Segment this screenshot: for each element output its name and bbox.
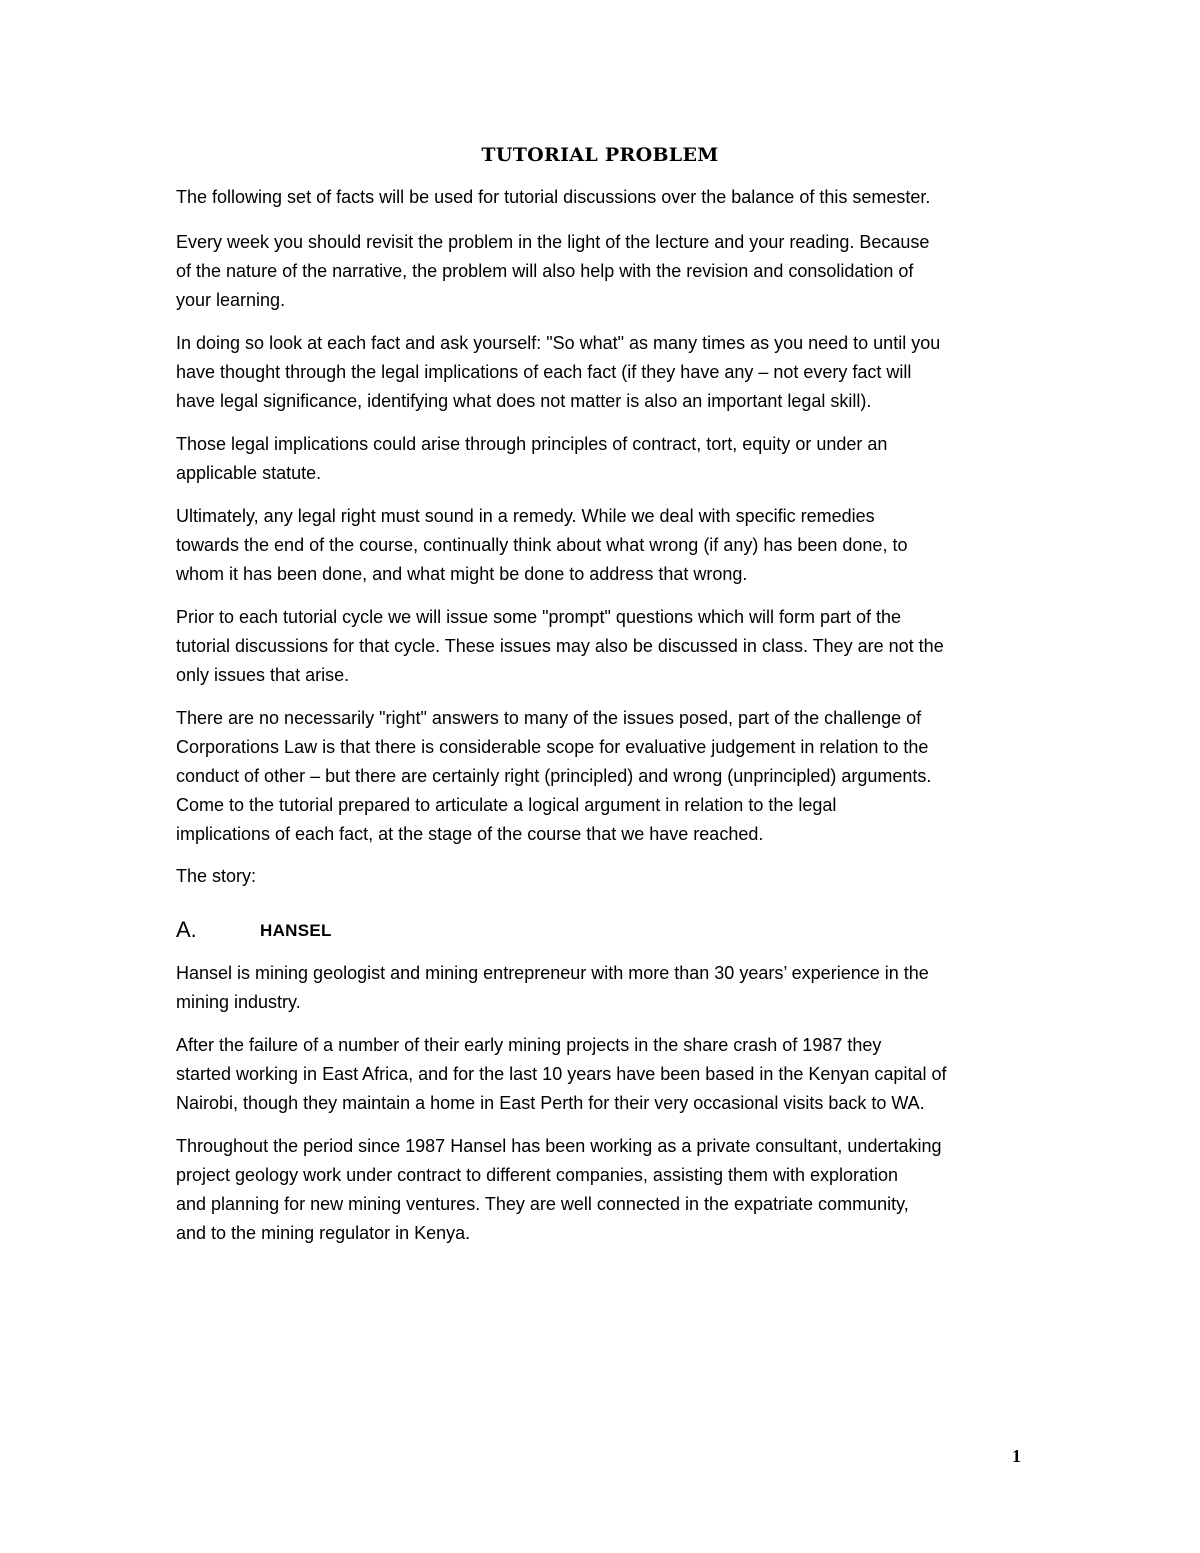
paragraph-line: of the nature of the narrative, the problem will also help with the revision and consolidation of [176,261,914,281]
paragraph-line: mining industry. [176,992,301,1012]
paragraph-line: After the failure of a number of their early mining projects in the share crash of 1987 they [176,1035,882,1055]
paragraph-line: Hansel is mining geologist and mining entrepreneur with more than 30 years’ experience in the [176,963,929,983]
paragraph-principles [176,430,1056,488]
paragraph-right-answers [176,704,1056,849]
section-label: HANSEL [260,921,332,940]
paragraph-line: started working in East Africa, and for the last 10 years have been based in the Kenyan capital of [176,1064,947,1084]
paragraph-line: Ultimately, any legal right must sound in a remedy. While we deal with specific remedies [176,506,875,526]
document-title: TUTORIAL PROBLEM [481,144,719,166]
paragraph-line: tutorial discussions for that cycle. These issues may also be discussed in class. They are not the [176,636,944,656]
paragraph-line: project geology work under contract to different companies, assisting them with exploration [176,1165,899,1185]
paragraph-story [176,862,1056,891]
paragraph-hansel-history [176,1031,1056,1118]
paragraph-line: The following set of facts will be used for tutorial discussions over the balance of this semester. [176,187,931,207]
paragraph-line: and planning for new mining ventures. They are well connected in the expatriate community, [176,1194,909,1214]
paragraph-line: Corporations Law is that there is considerable scope for evaluative judgement in relation to the [176,737,929,757]
paragraph-line: conduct of other – but there are certainly right (principled) and wrong (unprincipled) arguments. [176,766,932,786]
paragraph-line: have legal significance, identifying what does not matter is also an important legal skill). [176,391,872,411]
paragraph-prompt [176,603,1056,690]
paragraph-hansel-intro [176,959,1056,1017]
paragraph-so-what [176,329,1056,416]
section-letter: A. [176,917,197,942]
paragraph-line: your learning. [176,290,286,310]
paragraph-hansel-consultant [176,1132,1056,1248]
paragraph-line: There are no necessarily "right" answers to many of the issues posed, part of the challenge of [176,708,922,728]
paragraph-line: The story: [176,866,257,886]
paragraph-line: In doing so look at each fact and ask yourself: "So what" as many times as you need to until you [176,333,941,353]
page-number: 1 [1012,1446,1021,1466]
paragraph-line: Prior to each tutorial cycle we will issue some "prompt" questions which will form part of the [176,607,902,627]
section-heading [176,917,332,946]
paragraph-remedy [176,502,1056,589]
paragraph-revisit [176,228,1056,315]
paragraph-intro [176,183,1056,212]
paragraph-line: applicable statute. [176,463,322,483]
paragraph-line: only issues that arise. [176,665,350,685]
paragraph-line: and to the mining regulator in Kenya. [176,1223,471,1243]
paragraph-line: Those legal implications could arise through principles of contract, tort, equity or under an [176,434,888,454]
paragraph-line: whom it has been done, and what might be done to address that wrong. [176,564,748,584]
paragraph-line: towards the end of the course, continually think about what wrong (if any) has been done, to [176,535,908,555]
paragraph-line: have thought through the legal implications of each fact (if they have any – not every fact will [176,362,912,382]
paragraph-line: implications of each fact, at the stage of the course that we have reached. [176,824,764,844]
paragraph-line: Every week you should revisit the problem in the light of the lecture and your reading. Because [176,232,930,252]
paragraph-line: Throughout the period since 1987 Hansel has been working as a private consultant, undertaking [176,1136,942,1156]
paragraph-line: Nairobi, though they maintain a home in East Perth for their very occasional visits back to WA. [176,1093,925,1113]
paragraph-line: Come to the tutorial prepared to articulate a logical argument in relation to the legal [176,795,837,815]
